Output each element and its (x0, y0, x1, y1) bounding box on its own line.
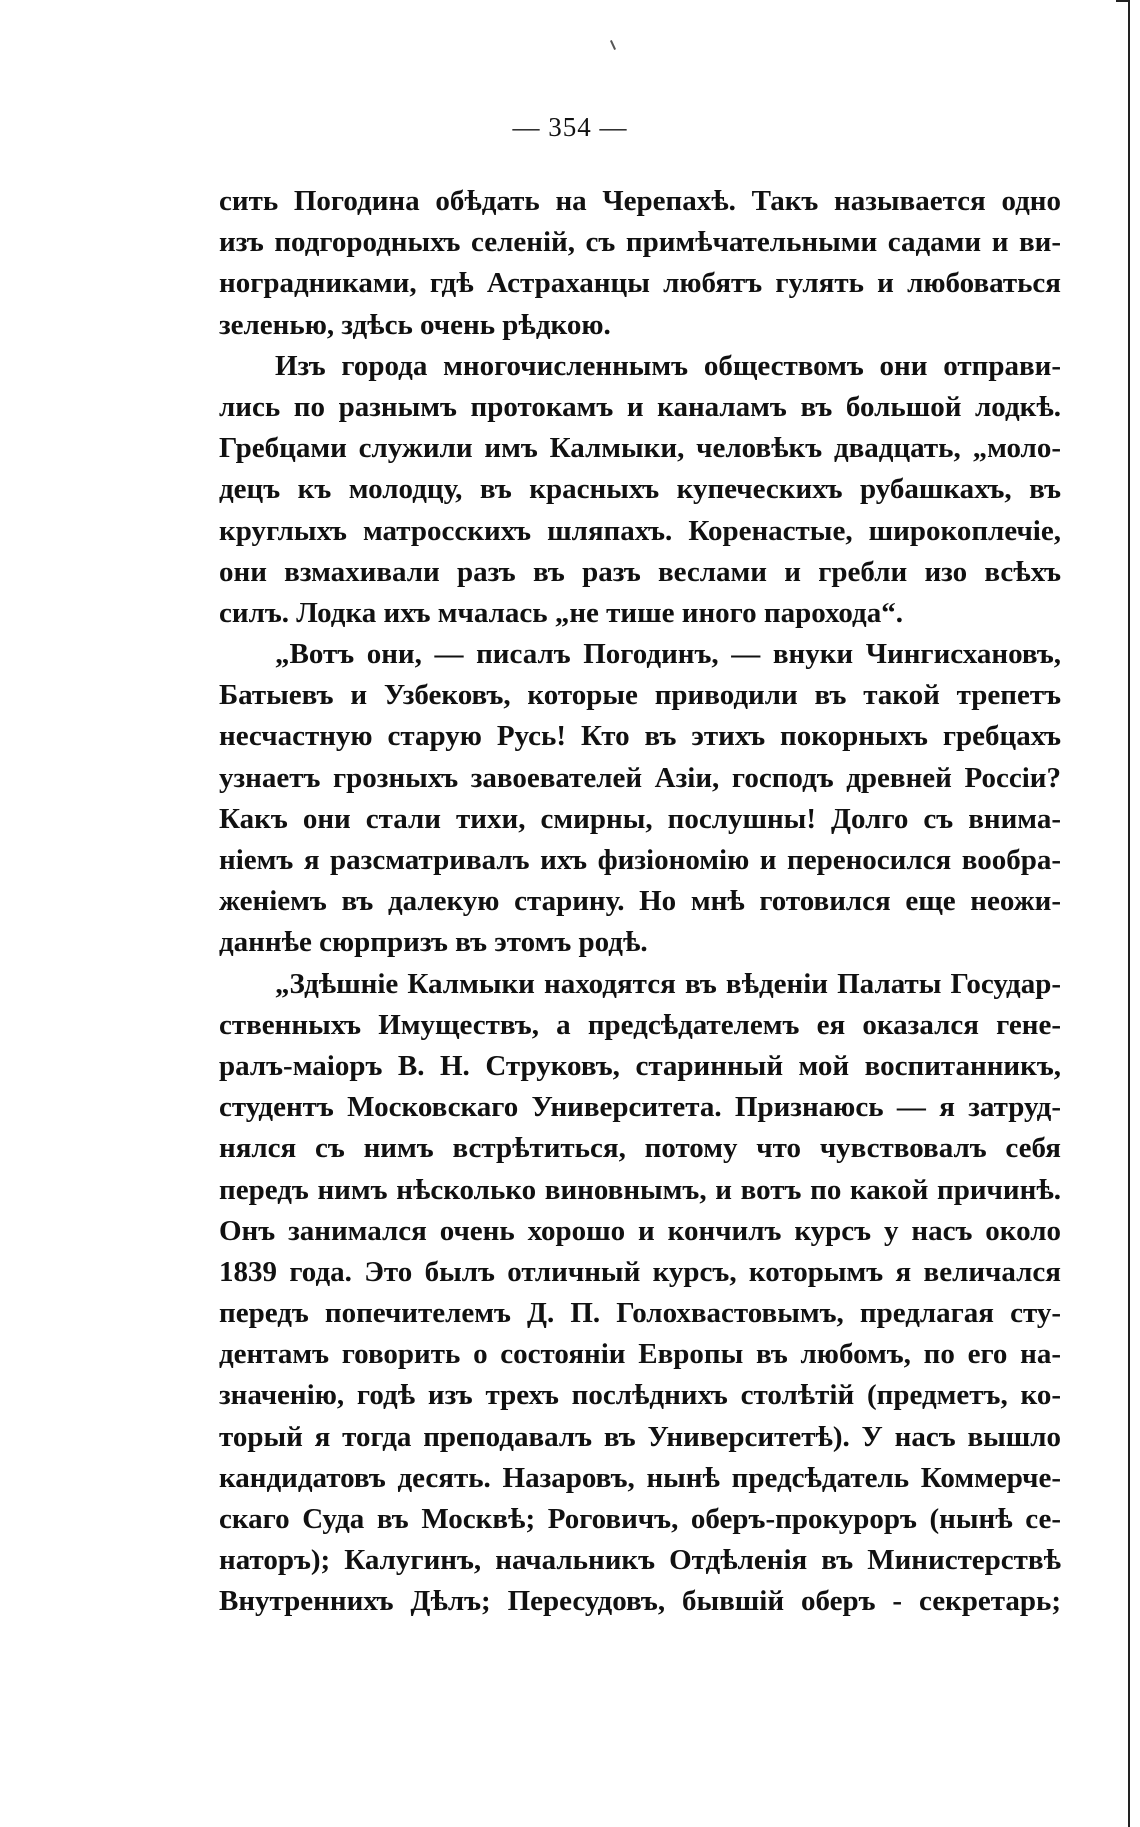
text-line: наторъ); Калугинъ, начальникъ Отдѣленія въ Министерствѣ (219, 1544, 1061, 1577)
text-line: Гребцами служили имъ Калмыки, человѣкъ двадцать, „моло- (219, 432, 1061, 465)
text-line: студентъ Московскаго Университета. Признаюсь — я затруд- (219, 1091, 1061, 1124)
text-line: кандидатовъ десять. Назаровъ, нынѣ предсѣдатель Коммерче- (219, 1461, 1061, 1494)
text-line: значенію, годѣ изъ трехъ послѣднихъ столѣтій (предметъ, ко- (219, 1379, 1061, 1412)
text-line: женіемъ въ далекую старину. Но мнѣ готовился еще неожи- (219, 885, 1061, 918)
text-line: передъ попечителемъ Д. П. Голохвастовымъ, предлагая сту- (219, 1297, 1061, 1330)
text-line: 1839 года. Это былъ отличный курсъ, которымъ я величался (219, 1255, 1061, 1288)
scan-speck (610, 40, 616, 50)
text-line: децъ къ молодцу, въ красныхъ купеческихъ рубашкахъ, въ (219, 473, 1061, 506)
text-line: ралъ-маіоръ В. Н. Струковъ, старинный мой воспитанникъ, (219, 1049, 1061, 1082)
page-edge-rule-top (1116, 0, 1130, 2)
text-line: Внутреннихъ Дѣлъ; Пересудовъ, бывшій оберъ - секретарь; (219, 1585, 1061, 1618)
text-line: ніемъ я разсматривалъ ихъ физіономію и переносился вообра- (219, 844, 1061, 876)
text-line: Батыевъ и Узбековъ, которые приводили въ такой трепетъ (219, 679, 1061, 712)
text-line: „Здѣшніе Калмыки находятся въ вѣденіи Палаты Государ- (275, 967, 1061, 1000)
text-line: они взмахивали разъ въ разъ веслами и гребли изо всѣхъ (219, 555, 1061, 588)
text-line: „Вотъ они, — писалъ Погодинъ, — внуки Чингисхановъ, (275, 638, 1061, 671)
page-number: — 354 — (512, 112, 628, 142)
text-line: ноградниками, гдѣ Астраханцы любятъ гулять и любоваться (219, 267, 1061, 300)
text-line: лись по разнымъ протокамъ и каналамъ въ большой лодкѣ. (219, 390, 1061, 423)
text-line: передъ нимъ нѣсколько виновнымъ, и вотъ по какой причинѣ. (219, 1173, 1061, 1206)
text-line: дентамъ говорить о состояніи Европы въ любомъ, по его на- (219, 1338, 1061, 1371)
text-line: зеленью, здѣсь очень рѣдкою. (219, 308, 611, 341)
page-edge-rule (1128, 0, 1130, 1827)
text-line: несчастную старую Русь! Кто въ этихъ покорныхъ гребцахъ (219, 720, 1061, 753)
body-text (219, 181, 1061, 1623)
text-line: ственныхъ Имуществъ, а предсѣдателемъ ея оказался гене- (219, 1008, 1061, 1041)
text-line: силъ. Лодка ихъ мчалась „не тише иного парохода“. (219, 596, 903, 629)
text-line: скаго Суда въ Москвѣ; Роговичъ, оберъ-прокуроръ (нынѣ се- (219, 1503, 1061, 1535)
text-line: узнаетъ грозныхъ завоевателей Азіи, господъ древней Россіи? (219, 761, 1061, 794)
text-line: изъ подгородныхъ селеній, съ примѣчательными садами и ви- (219, 226, 1061, 259)
text-line: Изъ города многочисленнымъ обществомъ они отправи- (275, 349, 1061, 382)
text-line: даннѣе сюрпризъ въ этомъ родѣ. (219, 926, 648, 959)
text-line: нялся съ нимъ встрѣтиться, потому что чувствовалъ себя (219, 1132, 1061, 1165)
text-line: Онъ занимался очень хорошо и кончилъ курсъ у насъ около (219, 1214, 1061, 1247)
text-line: круглыхъ матросскихъ шляпахъ. Коренастые, широкоплечіе, (219, 514, 1061, 547)
text-line: торый я тогда преподавалъ въ Университетѣ). У насъ вышло (219, 1420, 1061, 1453)
text-line: сить Погодина обѣдать на Черепахѣ. Такъ называется одно (219, 185, 1061, 217)
text-line: Какъ они стали тихи, смирны, послушны! Долго съ внима- (219, 802, 1061, 835)
